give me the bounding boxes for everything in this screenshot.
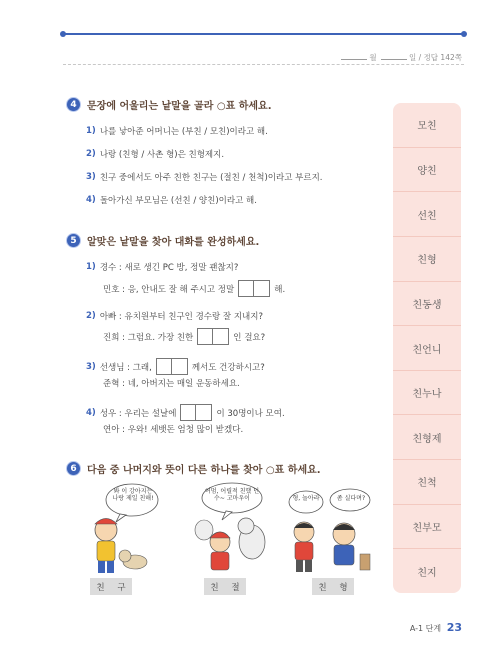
word-bank-item: 친부모 — [393, 505, 461, 550]
item-number: 3) — [86, 361, 96, 372]
answer-boxes[interactable] — [238, 280, 270, 297]
dialog-text: 해. — [274, 284, 286, 295]
syllable: 형 — [339, 582, 348, 593]
dialog-text: 진희 : 그럼요. 가장 친한 — [103, 332, 194, 343]
question-4 — [66, 97, 272, 112]
day-blank[interactable] — [381, 59, 407, 60]
word-bank-item: 친지 — [417, 567, 437, 579]
speech-bubble: 좀 실다며? — [336, 495, 366, 502]
dialog-text: 아빠 : 유치원부터 친구인 경수랑 잘 지내지? — [99, 312, 263, 322]
item-number: 4) — [86, 195, 96, 205]
syllable: 친 — [210, 582, 219, 593]
word-bank — [393, 103, 461, 593]
unit-label: A-1 단계 — [409, 624, 442, 633]
answer-boxes[interactable] — [197, 328, 229, 345]
item-text: 나랑 (친형 / 사촌 형)은 친형제지. — [99, 150, 225, 160]
month-label: 월 — [369, 53, 377, 62]
q5-line — [103, 328, 265, 345]
answer-ref: 정답 142쪽 — [423, 53, 462, 62]
word-bank-item: 친동생 — [393, 282, 461, 327]
q5-line — [86, 310, 263, 322]
item-text: 나를 낳아준 어머니는 (부친 / 모친)이라고 해. — [99, 127, 268, 137]
item-number: 1) — [86, 262, 96, 272]
question-number: 4 — [66, 97, 81, 112]
dialog-text: 경수 : 새로 생긴 PC 방, 정말 괜찮지? — [99, 263, 239, 273]
word-bank-item: 친형제 — [393, 415, 461, 460]
answer-label-2[interactable] — [204, 578, 246, 595]
item-number: 1) — [86, 126, 96, 136]
answer-boxes[interactable] — [180, 404, 212, 421]
dialog-text: 준혁 : 네, 아버지는 매일 운동하세요. — [103, 379, 240, 389]
speech-bubble: 어멈, 어릴적 친했 던 수~ 고마우이 — [205, 488, 259, 502]
page-number: 23 — [446, 621, 462, 634]
syllable: 절 — [231, 582, 240, 593]
dialog-text: 이 30명이나 모여. — [216, 408, 285, 419]
q5-line — [103, 423, 243, 435]
q4-item[interactable] — [86, 125, 268, 137]
word-bank-item: 친누나 — [393, 371, 461, 416]
syllable: 친 — [318, 582, 327, 593]
speech-bubble: 형, 놀아라 — [292, 495, 320, 502]
word-bank-item: 선친 — [393, 192, 461, 237]
q5-line — [103, 377, 240, 389]
question-title: 알맞은 낱말을 찾아 대화를 완성하세요. — [87, 237, 260, 248]
question-6 — [66, 461, 321, 476]
item-number: 2) — [86, 149, 96, 159]
word-bank-item: 친척 — [393, 460, 461, 505]
dialog-text: 선생님 : 그래, — [99, 362, 152, 373]
q4-item[interactable] — [86, 171, 322, 183]
q4-item[interactable] — [86, 148, 224, 160]
item-number: 2) — [86, 311, 96, 321]
question-title: 다음 중 나머지와 뜻이 다른 하나를 찾아 ○표 하세요. — [87, 465, 321, 476]
question-number: 5 — [66, 233, 81, 248]
dialog-text: 민호 : 응, 안내도 잘 해 주시고 정말 — [103, 284, 235, 295]
q5-line — [86, 404, 285, 421]
word-bank-item: 친형 — [393, 237, 461, 282]
question-title: 문장에 어울리는 낱말을 골라 ○표 하세요. — [87, 101, 272, 112]
q5-line — [103, 280, 285, 297]
item-text: 돌아가신 부모님은 (선친 / 양친)이라고 해. — [99, 196, 257, 206]
word-bank-item: 양친 — [393, 148, 461, 193]
word-bank-item: 친언니 — [393, 326, 461, 371]
month-blank[interactable] — [341, 59, 367, 60]
answer-label-3[interactable] — [312, 578, 354, 595]
page-footer — [410, 621, 462, 634]
answer-boxes[interactable] — [156, 358, 188, 375]
date-line — [339, 52, 462, 63]
day-label: 일 / — [409, 53, 422, 62]
q5-line — [86, 358, 265, 375]
q5-line — [86, 261, 238, 273]
syllable: 구 — [117, 582, 126, 593]
illustration-card-3 — [284, 480, 376, 578]
dialog-text: 성우 : 우리는 설날에 — [99, 408, 177, 419]
answer-label-1[interactable] — [90, 578, 132, 595]
question-number: 6 — [66, 461, 81, 476]
item-number: 4) — [86, 407, 96, 418]
item-number: 3) — [86, 172, 96, 182]
illustration-card-2 — [186, 480, 278, 578]
q4-item[interactable] — [86, 194, 257, 206]
speech-bubble: 봐 이 강아지는 나랑 제일 친해! — [112, 488, 154, 502]
item-text: 친구 중에서도 아주 친한 친구는 (절친 / 천척)이라고 부르지. — [99, 173, 323, 183]
dialog-text: 께서도 건강하시고? — [191, 362, 265, 373]
dash-rule — [63, 64, 464, 65]
illustration-card-1 — [80, 480, 172, 578]
syllable: 친 — [96, 582, 105, 593]
word-bank-item: 모친 — [393, 103, 461, 148]
question-5 — [66, 233, 259, 248]
top-rule — [63, 33, 464, 35]
dialog-text: 연아 : 우와! 세뱃돈 엄청 많이 받겠다. — [103, 425, 244, 435]
dialog-text: 인 걸요? — [233, 332, 266, 343]
